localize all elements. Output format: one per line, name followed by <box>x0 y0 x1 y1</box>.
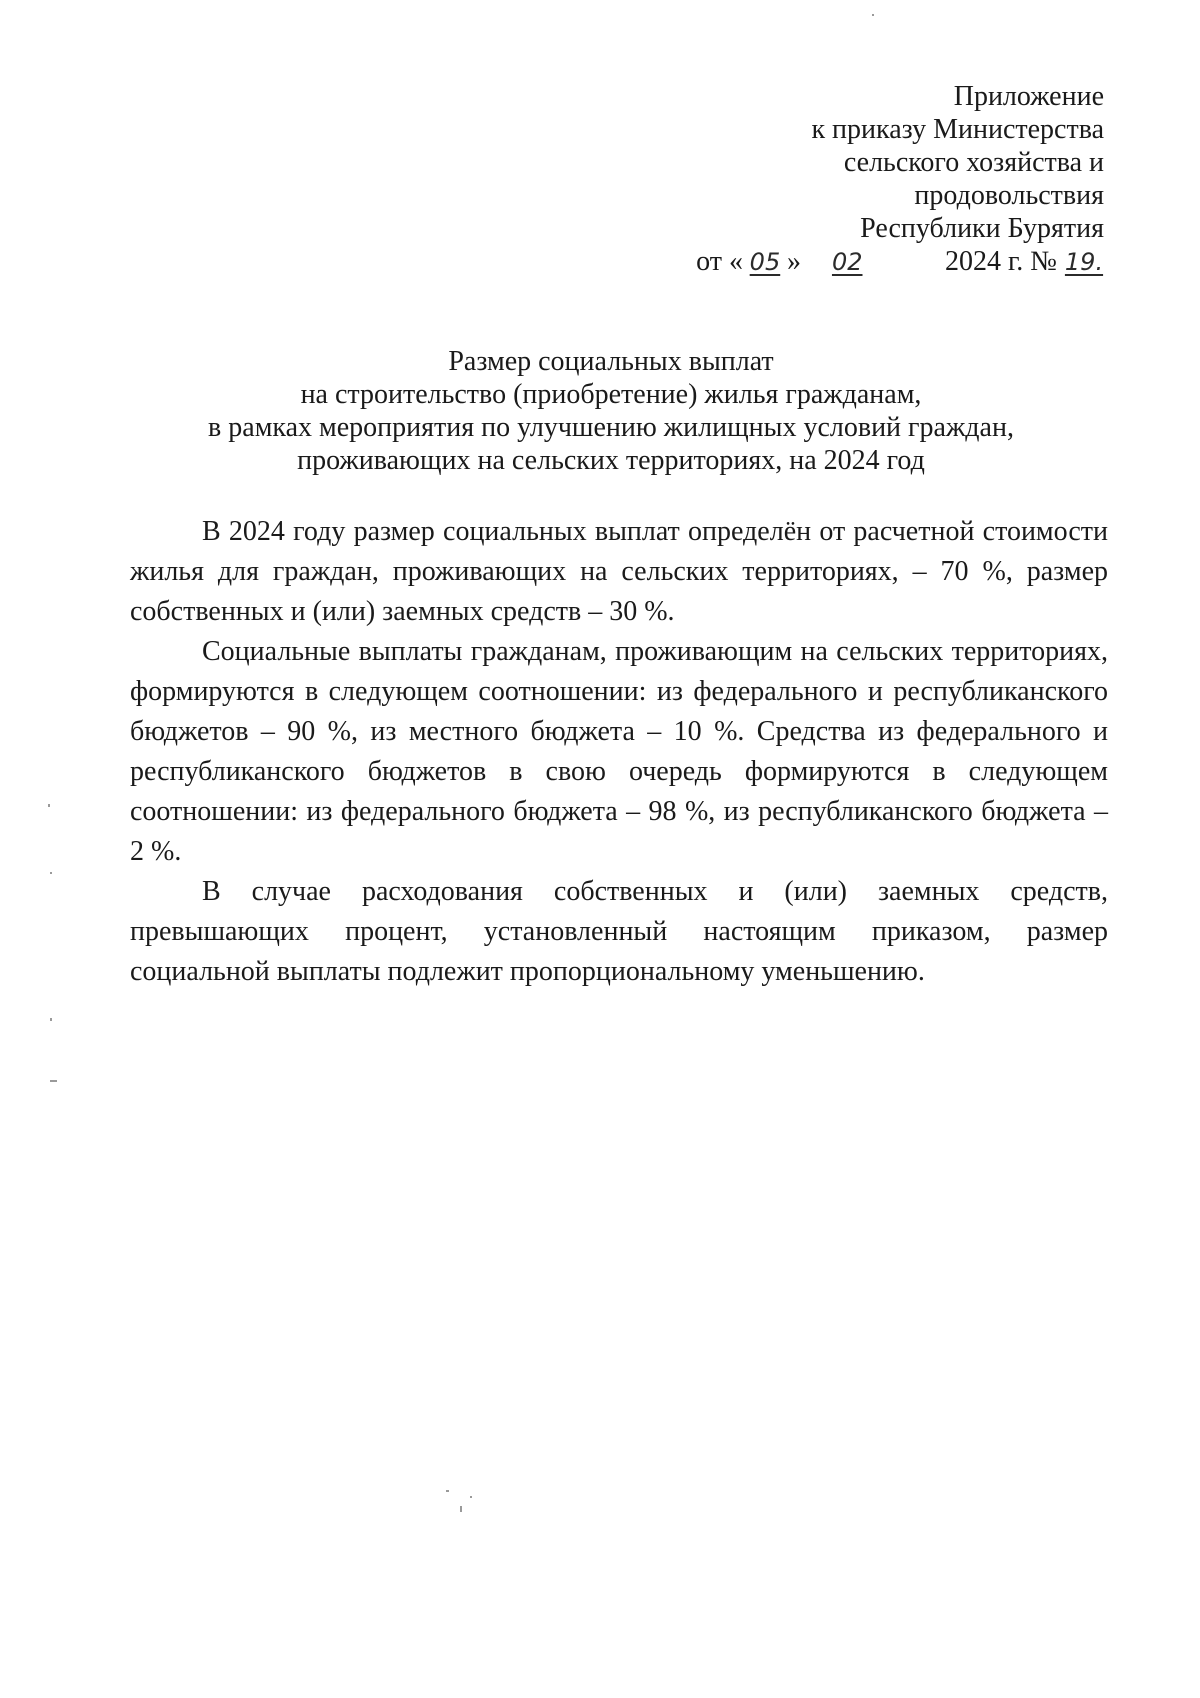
appendix-line: продовольствия <box>914 180 1104 211</box>
appendix-line: Республики Бурятия <box>860 213 1104 244</box>
order-date-line <box>696 245 1104 279</box>
title-line: на строительство (приобретение) жилья гражданам, <box>300 379 922 410</box>
handwritten-month: 02 <box>831 248 863 276</box>
scan-speck <box>50 1018 52 1021</box>
appendix-line: сельского хозяйства и <box>843 147 1104 178</box>
body-paragraph: Социальные выплаты гражданам, проживающим на сельских территориях, формируются в следующем соотношении: из федерального и республиканского бюджетов – 90 %, из местного бюджета – 10 %. Средства из федерального и республиканского бюджетов в свою очередь формируются в следующем соотношении: из федерального бюджета – 98 %, из республиканского бюджета – 2 %. <box>130 636 1108 867</box>
body-paragraph: В случае расходования собственных и (или) заемных средств, превышающих процент, установленный настоящим приказом, размер социальной выплаты подлежит пропорциональному уменьшению. <box>130 876 1108 987</box>
scan-speck <box>48 804 50 807</box>
title-line: в рамках мероприятия по улучшению жилищных условий граждан, <box>208 412 1014 443</box>
appendix-line: Приложение <box>953 81 1104 112</box>
document-body <box>130 512 1108 992</box>
order-year: 2024 г. № <box>944 246 1057 277</box>
handwritten-day: 05 <box>749 248 781 276</box>
appendix-header <box>696 80 1104 279</box>
date-prefix: от « <box>696 246 743 277</box>
scan-speck <box>872 14 874 16</box>
document-title <box>130 345 1092 477</box>
scan-speck <box>460 1506 462 1512</box>
scan-speck <box>446 1490 449 1492</box>
scan-speck <box>50 1080 57 1082</box>
date-mid: » <box>786 246 801 277</box>
appendix-line: к приказу Министерства <box>811 114 1104 145</box>
title-line: Размер социальных выплат <box>448 346 774 377</box>
scan-speck <box>50 872 52 874</box>
title-line: проживающих на сельских территориях, на 2024 год <box>297 445 925 476</box>
body-paragraph: В 2024 году размер социальных выплат определён от расчетной стоимости жилья для граждан, проживающих на сельских территориях, – 70 %, размер собственных и (или) заемных средств – 30 %. <box>130 516 1108 627</box>
scan-speck <box>470 1496 472 1498</box>
handwritten-order-number: 19. <box>1064 248 1104 276</box>
